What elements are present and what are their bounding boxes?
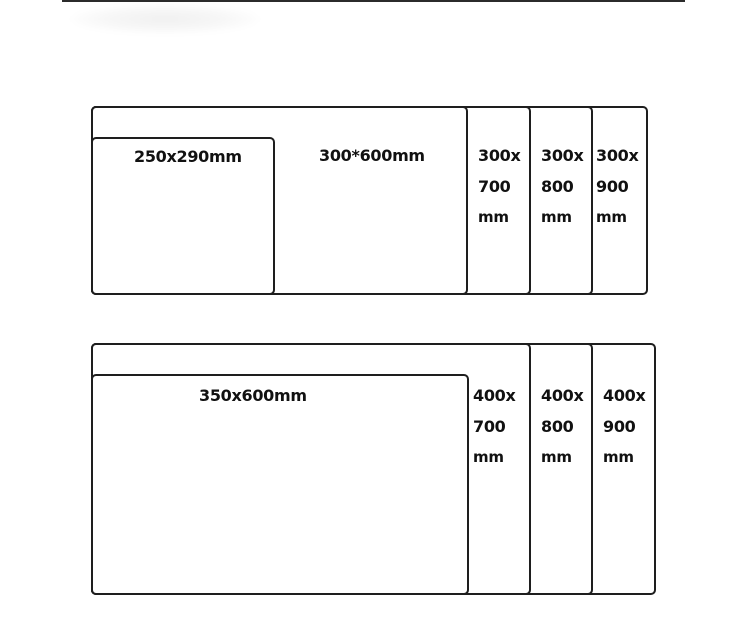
label-400x700-length: 700	[473, 417, 506, 436]
label-400x700-width: 400x	[473, 386, 516, 405]
label-300x900	[596, 140, 639, 233]
label-400x800-unit: mm	[541, 448, 572, 466]
label-400x900	[603, 380, 646, 473]
label-400x700	[473, 380, 516, 473]
label-300x800	[541, 140, 584, 233]
label-300x700-unit: mm	[478, 208, 509, 226]
label-400x900-width: 400x	[603, 386, 646, 405]
label-300x700-length: 700	[478, 177, 511, 196]
label-300x700	[478, 140, 521, 233]
label-400x900-unit: mm	[603, 448, 634, 466]
label-300x900-width: 300x	[596, 146, 639, 165]
label-400x800	[541, 380, 584, 473]
label-300x800-unit: mm	[541, 208, 572, 226]
label-300x800-width: 300x	[541, 146, 584, 165]
label-300x900-length: 900	[596, 177, 629, 196]
label-400x700-unit: mm	[473, 448, 504, 466]
label-350x600: 350x600mm	[199, 386, 307, 405]
top-divider-line	[62, 0, 685, 2]
label-400x900-length: 900	[603, 417, 636, 436]
label-300x900-unit: mm	[596, 208, 627, 226]
label-300x600: 300*600mm	[319, 146, 425, 165]
label-400x800-length: 800	[541, 417, 574, 436]
label-300x800-length: 800	[541, 177, 574, 196]
row2-size-350x600-outline	[91, 374, 469, 595]
label-250x290: 250x290mm	[134, 147, 242, 166]
label-300x700-width: 300x	[478, 146, 521, 165]
label-400x800-width: 400x	[541, 386, 584, 405]
top-shadow-smudge	[70, 4, 260, 34]
